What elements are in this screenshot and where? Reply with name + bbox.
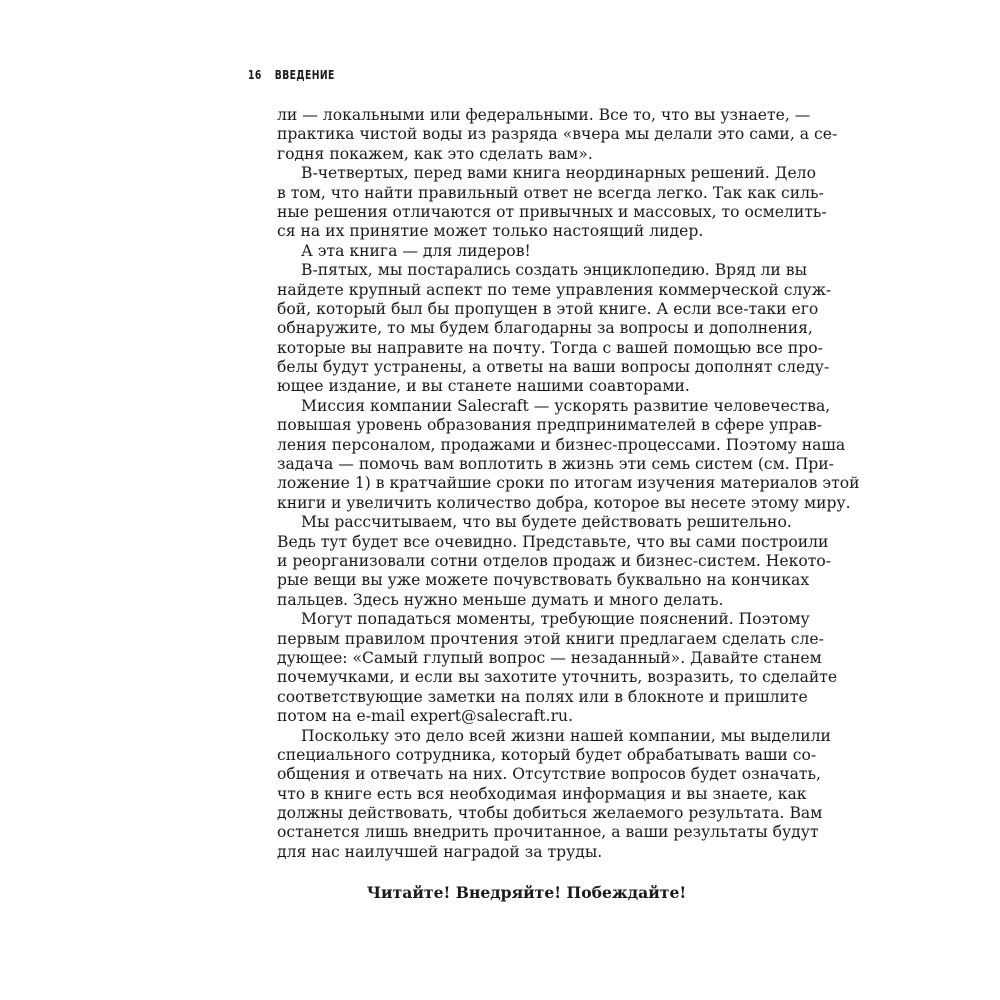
text-line: соответствующие заметки на полях или в блокноте и пришлите [277, 687, 808, 706]
text-line: бой, который был бы пропущен в этой книге. А если все-таки его [277, 299, 819, 318]
text-line: ные решения отличаются от привычных и массовых, то осмелить- [277, 202, 827, 221]
page-number: 16 [248, 67, 262, 82]
text-line: специального сотрудника, который будет обрабатывать ваши со- [277, 745, 817, 764]
text-line: практика чистой воды из разряда «вчера мы делали это сами, а се- [277, 125, 838, 144]
text-line: ли — локальными или федеральными. Все то, что вы узнаете, — [277, 106, 811, 124]
text-line: ложение 1) в кратчайшие сроки по итогам изучения материалов этой [277, 474, 860, 493]
text-line: дующее: «Самый глупый вопрос — незаданный». Давайте станем [277, 648, 822, 667]
text-line: годня покажем, как это сделать вам». [277, 144, 593, 163]
text-line: первым правилом прочтения этой книги предлагаем сделать сле- [277, 629, 824, 648]
text-line: книги и увеличить количество добра, которое вы несете этому миру. [277, 493, 851, 512]
text-line: почемучками, и если вы захотите уточнить, возразить, то сделайте [277, 668, 838, 687]
text-line: останется лишь внедрить прочитанное, а ваши результаты будут [277, 823, 819, 842]
text-line: В-пятых, мы постарались создать энциклопедию. Вряд ли вы [301, 261, 807, 280]
text-line: В-четвертых, перед вами книга неординарных решений. Дело [301, 164, 816, 183]
text-line: обнаружите, то мы будем благодарны за вопросы и дополнения, [277, 319, 813, 338]
text-line: А эта книга — для лидеров! [301, 241, 531, 260]
text-line: белы будут устранены, а ответы на ваши вопросы дополнят следу- [277, 358, 830, 377]
text-line: потом на e-mail expert@salecraft.ru. [277, 707, 574, 726]
text-line: ся на их принятие может только настоящий лидер. [277, 222, 704, 241]
text-line: Могут попадаться моменты, требующие пояснений. Поэтому [301, 610, 810, 629]
text-line: общения и отвечать на них. Отсутствие вопросов будет означать, [277, 765, 821, 784]
text-line: Ведь тут будет все очевидно. Представьте, что вы сами построили [277, 532, 829, 551]
text-line: Миссия компании Salecraft — ускорять развитие человечества, [301, 396, 831, 415]
running-header [248, 67, 335, 82]
text-line: для нас наилучшей наградой за труды. [277, 842, 603, 861]
text-line: которые вы направите на почту. Тогда с вашей помощью все про- [277, 338, 823, 357]
text-line: Поскольку это дело всей жизни нашей компании, мы выделили [301, 726, 831, 745]
body-text [277, 106, 860, 862]
text-line: ющее издание, и вы станете нашими соавторами. [277, 377, 690, 396]
text-line: и реорганизовали сотни отделов продаж и бизнес-систем. Некото- [277, 551, 832, 570]
text-line: Мы рассчитываем, что вы будете действовать решительно. [301, 513, 792, 532]
closing-slogan: Читайте! Внедряйте! Побеждайте! [366, 883, 687, 902]
text-line: пальцев. Здесь нужно меньше думать и много делать. [277, 590, 724, 609]
text-line: в том, что найти правильный ответ не всегда легко. Так как силь- [277, 183, 824, 202]
text-line: должны действовать, чтобы добиться желаемого результата. Вам [277, 804, 823, 823]
text-line: задача — помочь вам воплотить в жизнь эти семь систем (см. При- [277, 455, 834, 474]
text-line: рые вещи вы уже можете почувствовать буквально на кончиках [277, 571, 810, 590]
section-title: ВВЕДЕНИЕ [274, 67, 335, 82]
text-line: ления персоналом, продажами и бизнес-процессами. Поэтому наша [277, 435, 846, 454]
text-line: что в книге есть вся необходимая информация и вы знаете, как [277, 784, 807, 803]
text-line: повышая уровень образования предпринимателей в сфере управ- [277, 416, 823, 435]
text-line: найдете крупный аспект по теме управления коммерческой служ- [277, 280, 832, 299]
